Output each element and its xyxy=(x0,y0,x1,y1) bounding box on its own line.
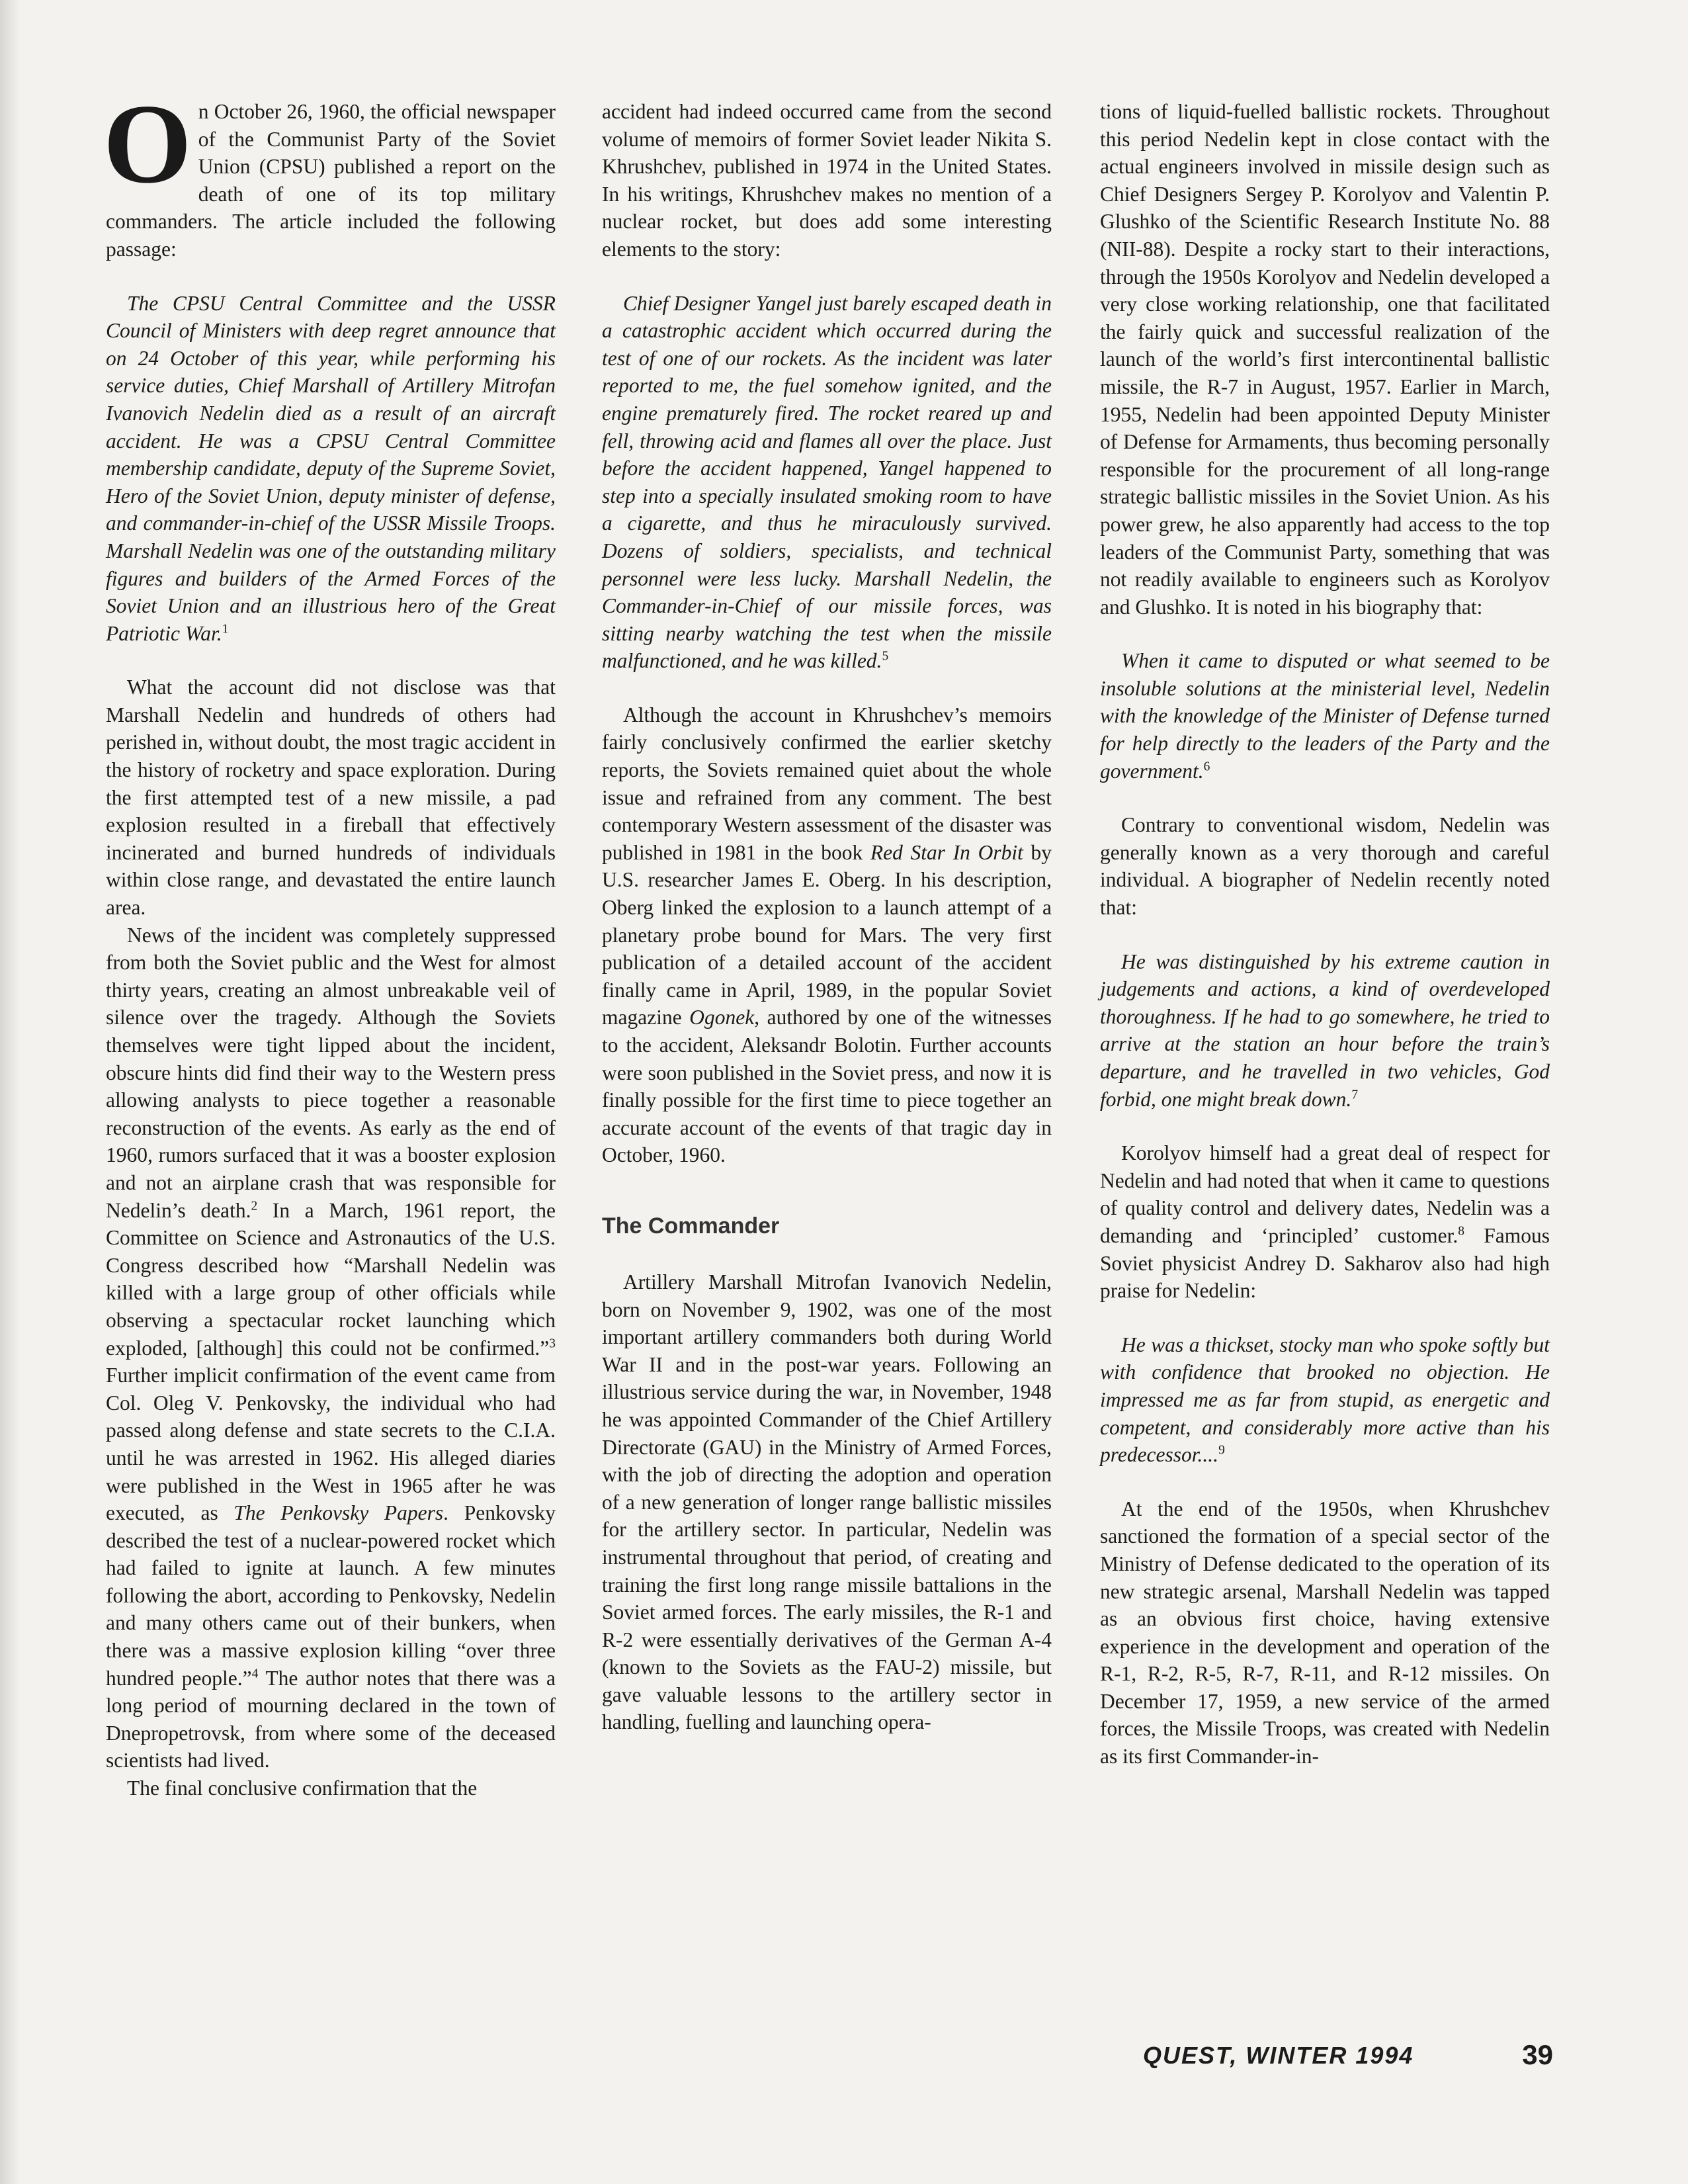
paragraph-text: The author notes that there was a long period of mourning declared in the town of Dnepropetrovsk, from where some of the deceased scientists had lived. xyxy=(106,1666,556,1772)
page-footer xyxy=(1143,2039,1553,2070)
section-heading: The Commander xyxy=(602,1213,780,1239)
footnote-ref-7: 7 xyxy=(1351,1087,1359,1102)
publication-info: QUEST, WINTER 1994 xyxy=(1143,2042,1414,2069)
paragraph-missile-troops: At the end of the 1950s, when Khrushchev sanctioned the formation of a special sector of the Ministry of Defense dedicated to the operation of its new strategic arsenal, Marshall Nedelin was tapped as an obvious first choice, having extensive experience in the development and operation of the R-1, R-2, R-5, R-7, R-11, and R-12 missiles. On December 17, 1959, a new service of the armed forces, the Missile Troops, was created with Nedelin as its first Commander-in- xyxy=(1100,1497,1550,1769)
footnote-ref-2: 2 xyxy=(251,1198,258,1213)
paragraph-korolyov xyxy=(1100,1139,1550,1305)
paragraph-text: Korolyov himself had a great deal of respect for Nedelin and had noted that when it came to questions of quality control and delivery dates, Nedelin was a demanding and ‘principled’ customer. xyxy=(1100,1141,1550,1247)
footnote-ref-4: 4 xyxy=(251,1666,259,1681)
quote-sakharov-text: He was a thickset, stocky man who spoke softly but with confidence that brooked no objection. He impressed me as far from stupid, as energetic and competent, and considerably more active than his predecessor.... xyxy=(1100,1332,1550,1467)
intro-text: n October 26, 1960, the official newspaper of the Communist Party of the Soviet Union (CPSU) published a report on the death of one of its top military commanders. The article included the following passage: xyxy=(106,100,556,261)
quote-pravda xyxy=(106,290,556,648)
paragraph-text: , authored by one of the witnesses to the accident, Aleksandr Bolotin. Further accounts were soon published in the Soviet press, and now it is finally possible for the first time to piece together an accurate account of the events of that tragic day in October, 1960. xyxy=(602,1006,1052,1167)
footnote-ref-3: 3 xyxy=(549,1336,556,1350)
magazine-title: Ogonek xyxy=(689,1006,755,1029)
article-column-1 xyxy=(103,81,556,1802)
paragraph-text: Although the account in Khrushchev’s memoirs fairly conclusively confirmed the earlier sketchy reports, the Soviets remained quiet about the whole issue and refrained from any comment. The best contemporary Western assessment of the disaster was published in 1981 in the book xyxy=(602,703,1052,864)
quote-khrushchev xyxy=(602,290,1052,675)
footnote-ref-9: 9 xyxy=(1218,1443,1225,1458)
paragraph-oberg xyxy=(602,701,1052,1169)
paragraph-text: by U.S. researcher James E. Oberg. In his description, Oberg linked the explosion to a launch attempt of a planetary probe bound for Mars. The very first publication of a detailed account of the accident finally came in April, 1989, in the popular Soviet magazine xyxy=(602,840,1052,1029)
paragraph-khrushchev: accident had indeed occurred came from the second volume of memoirs of former Soviet leader Nikita S. Khrushchev, published in 1974 in the United States. In his writings, Khrushchev makes no mention of a nuclear rocket, but does add some interesting elements to the story: xyxy=(602,100,1052,261)
footnote-ref-6: 6 xyxy=(1203,759,1210,773)
article-column-3 xyxy=(1100,98,1550,1770)
paragraph-text: Further implicit confirmation of the event came from Col. Oleg V. Penkovsky, the individual who had passed along defense and state secrets to the C.I.A. until he was arrested in 1962. His alleged diaries were published in the West in 1965 after he was executed, as xyxy=(106,1364,556,1525)
book-title: Red Star In Orbit xyxy=(870,840,1023,864)
quote-biographer-text: He was distinguished by his extreme caution in judgements and actions, a kind of overdeveloped thoroughness. If he had to go somewhere, he tried to arrive at the station an hour before the train’s departure, and he travelled in two vehicles, God forbid, one might break down. xyxy=(1100,949,1550,1111)
book-title: The Penkovsky Papers xyxy=(233,1501,444,1525)
paragraph-text: In a March, 1961 report, the Committee on Science and Astronautics of the U.S. Congress described how “Marshall Nedelin was killed with a large group of other officials while observing a spectacular rocket launching which exploded, [although] this could not be confirmed.” xyxy=(106,1198,556,1360)
paragraph-wisdom: Contrary to conventional wisdom, Nedelin was generally known as a very thorough and careful individual. A biographer of Nedelin recently noted that: xyxy=(1100,813,1550,920)
page-edge-shadow xyxy=(0,0,20,2184)
footnote-ref-8: 8 xyxy=(1458,1224,1464,1239)
quote-biography xyxy=(1100,647,1550,785)
paragraph-suppression xyxy=(106,922,556,1774)
paragraph-text: Famous Soviet physicist Andrey D. Sakharov also had high praise for Nedelin: xyxy=(1100,1223,1550,1303)
paragraph-rockets: tions of liquid-fuelled ballistic rockets. Throughout this period Nedelin kept in close contact with the actual engineers involved in missile design such as Chief Designers Sergey P. Korolyov and Valentin P. Glushko of the Scientific Research Institute No. 88 (NII-88). Despite a rocky start to their interactions, through the 1950s Korolyov and Nedelin developed a very close working relationship, one that facilitated the fairly quick and successful realization of the launch of the world’s first intercontinental ballistic missile, the R-7 in August, 1957. Earlier in March, 1955, Nedelin had been appointed Deputy Minister of Defense for Armaments, thus becoming personally responsible for the procurement of all long-range strategic ballistic missiles in the Soviet Union. As his power grew, he also apparently had access to the top leaders of the Communist Party, something that was not readily available to engineers such as Korolyov and Glushko. It is noted in his biography that: xyxy=(1100,100,1550,619)
paragraph-text: News of the incident was completely suppressed from both the Soviet public and the West for almost thirty years, creating an almost unbreakable veil of silence over the tragedy. Although the Soviets themselves were tight lipped about the incident, obscure hints did find their way to the Western press allowing analysts to piece together a reasonable reconstruction of the events. As early as the end of 1960, rumors surfaced that it was a booster explosion and not an airplane crash that was responsible for Nedelin’s death. xyxy=(106,923,556,1222)
quote-sakharov xyxy=(1100,1331,1550,1469)
paragraph-commander: Artillery Marshall Mitrofan Ivanovich Nedelin, born on November 9, 1902, was one of the most important artillery commanders both during World War II and in the post-war years. Following an illustrious service during the war, in November, 1948 he was appointed Commander of the Chief Artillery Directorate (GAU) in the Ministry of Armed Forces, with the job of directing the adoption and operation of a new generation of longer range ballistic missiles for the artillery sector. In particular, Nedelin was instrumental throughout that period, of creating and training the first long range missile battalions in the Soviet armed forces. The early missiles, the R-1 and R-2 were essentially derivatives of the German A-4 (known to the Soviets as the FAU-2) missile, but gave valuable lessons to the artillery sector in handling, fuelling and launching opera- xyxy=(602,1270,1052,1734)
footnote-ref-1: 1 xyxy=(222,621,229,636)
drop-cap: O xyxy=(103,81,192,207)
paragraph-text: . Penkovsky described the test of a nuclear-powered rocket which had failed to ignite at launch. A few minutes following the abort, according to Penkovsky, Nedelin and many others came out of their bunkers, when there was a massive explosion killing “over three hundred people.” xyxy=(106,1501,556,1690)
quote-biography-text: When it came to disputed or what seemed to be insoluble solutions at the ministerial level, Nedelin with the knowledge of the Minister of Defense turned for help directly to the leaders of the Party and the government. xyxy=(1100,649,1550,783)
footnote-ref-5: 5 xyxy=(882,649,889,664)
intro-paragraph xyxy=(103,81,556,263)
paragraph-final-confirmation: The final conclusive confirmation that the xyxy=(127,1776,478,1800)
quote-pravda-text: The CPSU Central Committee and the USSR Council of Ministers with deep regret announce that on 24 October of this year, while performing his service duties, Chief Marshall of Artillery Mitrofan Ivanovich Nedelin died as a result of an aircraft accident. He was a CPSU Central Committee membership candidate, deputy of the Supreme Soviet, Hero of the Soviet Union, deputy minister of defense, and commander-in-chief of the USSR Missile Troops. Marshall Nedelin was one of the outstanding military figures and builders of the Armed Forces of the Soviet Union and an illustrious hero of the Great Patriotic War. xyxy=(106,291,556,645)
article-column-2 xyxy=(602,98,1052,1736)
page-number: 39 xyxy=(1522,2039,1553,2070)
quote-khrushchev-text: Chief Designer Yangel just barely escaped death in a catastrophic accident which occurred during the test of one of our rockets. As the incident was later reported to me, the fuel somehow ignited, and the engine prematurely fired. The rocket reared up and fell, throwing acid and flames all over the place. Just before the accident happened, Yangel happened to step into a specially insulated smoking room to have a cigarette, and thus he miraculously survived. Dozens of soldiers, specialists, and technical personnel were less lucky. Marshall Nedelin, the Commander-in-Chief of our missile forces, was sitting nearby watching the test when the missile malfunctioned, and he was killed. xyxy=(602,291,1052,673)
paragraph-account: What the account did not disclose was that Marshall Nedelin and hundreds of others had perished in, without doubt, the most tragic accident in the history of rocketry and space exploration. During the first attempted test of a new missile, a pad explosion resulted in a fireball that effectively incinerated and burned hundreds of individuals within close range, and devastated the entire launch area. xyxy=(106,676,556,920)
quote-biographer xyxy=(1100,948,1550,1114)
